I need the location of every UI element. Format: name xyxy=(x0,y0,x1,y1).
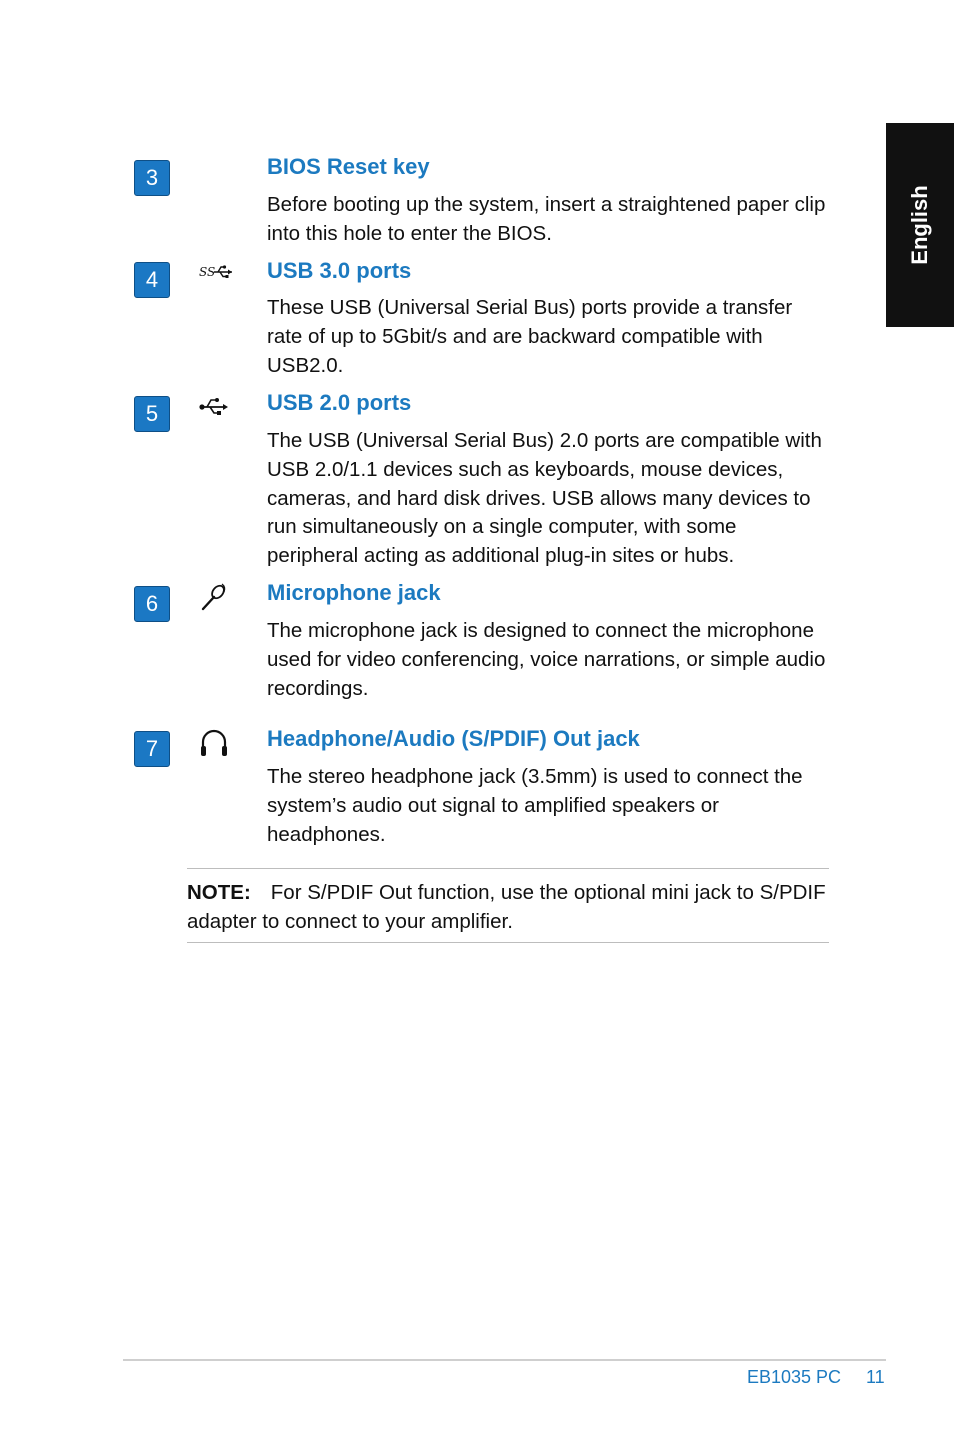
item-title: USB 3.0 ports xyxy=(267,258,412,283)
note-box xyxy=(187,868,829,943)
page-number: 11 xyxy=(866,1367,885,1387)
language-tab xyxy=(886,123,954,327)
item-body: Before booting up the system, insert a straightened paper clip into this hole to enter the BIOS. xyxy=(267,193,826,245)
note-text: For S/PDIF Out function, use the optional mini jack to S/PDIF adapter to connect to your amplifier. xyxy=(187,881,826,933)
item-body: The microphone jack is designed to connect the microphone used for video conferencing, voice narrations, or simple audio recordings. xyxy=(267,619,826,700)
language-label: English xyxy=(907,185,932,265)
note-paragraph xyxy=(187,879,827,937)
item-number-badge: 4 xyxy=(134,262,170,298)
item-title: Microphone jack xyxy=(267,580,441,605)
item-title: USB 2.0 ports xyxy=(267,390,412,415)
item-number-badge: 6 xyxy=(134,586,170,622)
usb3-ss-icon xyxy=(196,256,234,290)
headphones-icon xyxy=(196,725,234,759)
note-label: NOTE: xyxy=(187,881,251,904)
item-number-badge: 3 xyxy=(134,160,170,196)
footer-divider xyxy=(123,1359,886,1361)
microphone-icon xyxy=(196,580,234,614)
usb-icon xyxy=(196,389,234,423)
item-body: These USB (Universal Serial Bus) ports provide a transfer rate of up to 5Gbit/s and are backward compatible with USB2.0. xyxy=(267,296,793,377)
item-body: The stereo headphone jack (3.5mm) is used to connect the system’s audio out signal to amplified speakers or headphones. xyxy=(267,765,803,846)
item-number-badge: 5 xyxy=(134,396,170,432)
item-title: BIOS Reset key xyxy=(267,154,430,179)
item-body: The USB (Universal Serial Bus) 2.0 ports are compatible with USB 2.0/1.1 devices such as keyboards, mouse devices, cameras, and hard disk drives. USB allows many devices to run simultaneously on a single computer, with some peripheral acting as additional plug-in sites or hubs. xyxy=(267,429,822,568)
footer-product: EB1035 PC xyxy=(747,1367,842,1387)
svg-text:SS: SS xyxy=(199,265,216,279)
item-number-badge: 7 xyxy=(134,731,170,767)
item-title: Headphone/Audio (S/PDIF) Out jack xyxy=(267,726,640,751)
